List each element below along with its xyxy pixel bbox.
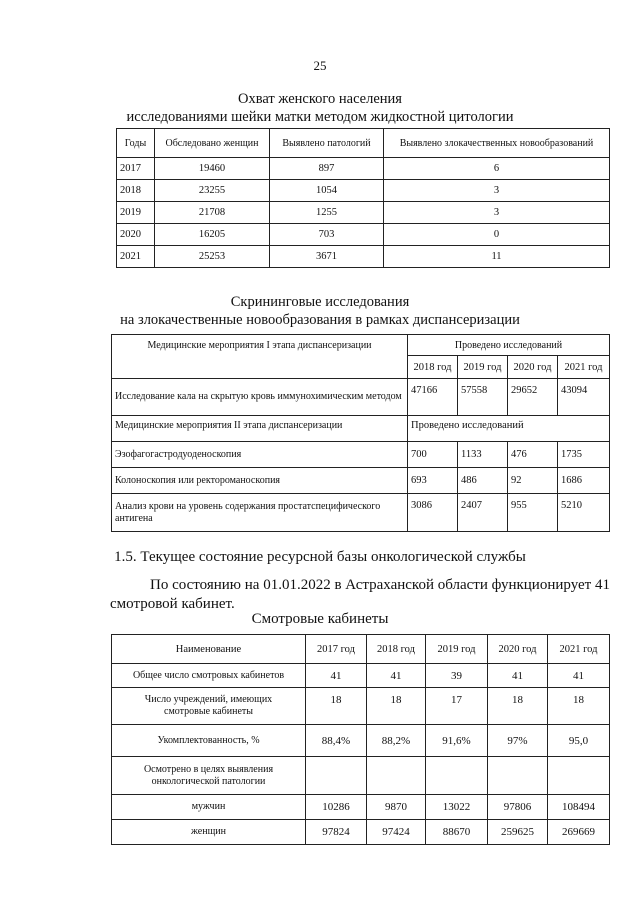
table-cell: 3	[384, 202, 610, 224]
table-cell: 91,6%	[426, 725, 488, 757]
column-header: 2017 год	[306, 635, 367, 664]
screening-table	[111, 334, 610, 532]
table-cell: 2019	[117, 202, 155, 224]
table-row	[112, 757, 610, 795]
table-row	[117, 202, 610, 224]
table-cell	[367, 757, 426, 795]
table-cell: 57558	[458, 379, 508, 416]
table-cell: 17	[426, 688, 488, 725]
table-cell: 1255	[270, 202, 384, 224]
column-header: 2021 год	[548, 635, 610, 664]
table-row	[112, 442, 610, 468]
table-cell: 2020	[117, 224, 155, 246]
page-number: 25	[313, 58, 327, 73]
table-cell: 1133	[458, 442, 508, 468]
year-header: 2021 год	[558, 356, 610, 379]
table-cell: 1054	[270, 180, 384, 202]
table-cell: 97806	[488, 795, 548, 820]
table-cell: 897	[270, 158, 384, 180]
table-cell	[548, 757, 610, 795]
column-header: Выявлено злокачественных новообразований	[384, 129, 610, 158]
table-cell: 97424	[367, 820, 426, 845]
table-cell: 97824	[306, 820, 367, 845]
table-cell: 2017	[117, 158, 155, 180]
table-cell: 21708	[155, 202, 270, 224]
table-cell: 25253	[155, 246, 270, 268]
stage2-header: Медицинские мероприятия II этапа диспансеризации	[112, 416, 408, 442]
row-name: Эзофагогастродуоденоскопия	[112, 442, 408, 468]
column-header: Годы	[117, 129, 155, 158]
stage2-conducted-header: Проведено исследований	[408, 416, 610, 442]
table-cell: 19460	[155, 158, 270, 180]
table1-title-line2: исследованиями шейки матки методом жидкостной цитологии	[126, 109, 514, 125]
table-cell: 88,2%	[367, 725, 426, 757]
table-cell: 29652	[508, 379, 558, 416]
row-name: Исследование кала на скрытую кровь иммунохимическим методом	[112, 379, 408, 416]
column-header: 2020 год	[488, 635, 548, 664]
table-cell: 259625	[488, 820, 548, 845]
stage2-header-row	[112, 416, 610, 442]
row-name: Колоноскопия или ректороманоскопия	[112, 468, 408, 494]
table-header-row	[112, 335, 610, 356]
table-cell: 700	[408, 442, 458, 468]
table-row	[117, 224, 610, 246]
column-header: Выявлено патологий	[270, 129, 384, 158]
table-cell: 2407	[458, 494, 508, 532]
table1-title-line1: Охват женского населения	[238, 91, 402, 107]
table-cell: 3671	[270, 246, 384, 268]
table-cell: 88670	[426, 820, 488, 845]
row-name: мужчин	[112, 795, 306, 820]
table-header-row	[117, 129, 610, 158]
table-cell: 9870	[367, 795, 426, 820]
table-row	[112, 795, 610, 820]
cytology-table	[116, 128, 610, 268]
table-cell: 3086	[408, 494, 458, 532]
table-cell: 41	[306, 664, 367, 688]
table-row	[112, 494, 610, 532]
table-cell: 955	[508, 494, 558, 532]
table-cell: 41	[488, 664, 548, 688]
column-header: 2018 год	[367, 635, 426, 664]
year-header: 2019 год	[458, 356, 508, 379]
table-header-row	[112, 635, 610, 664]
column-header: Наименование	[112, 635, 306, 664]
table-cell: 10286	[306, 795, 367, 820]
table-cell: 3	[384, 180, 610, 202]
section-heading: 1.5. Текущее состояние ресурсной базы онкологической службы	[114, 549, 526, 565]
table-cell: 5210	[558, 494, 610, 532]
conducted-header: Проведено исследований	[408, 335, 610, 356]
table-row	[112, 468, 610, 494]
year-header: 2020 год	[508, 356, 558, 379]
table-row	[112, 725, 610, 757]
table-cell: 41	[548, 664, 610, 688]
row-name: Осмотрено в целях выявления онкологической патологии	[112, 757, 306, 795]
table3-title: Смотровые кабинеты	[251, 611, 389, 627]
table-cell	[426, 757, 488, 795]
table-row	[117, 180, 610, 202]
table-cell: 6	[384, 158, 610, 180]
table-cell: 269669	[548, 820, 610, 845]
table-cell: 18	[548, 688, 610, 725]
table-row	[112, 820, 610, 845]
table-cell: 88,4%	[306, 725, 367, 757]
table-cell: 41	[367, 664, 426, 688]
row-name: женщин	[112, 820, 306, 845]
row-name: Число учреждений, имеющих смотровые кабинеты	[112, 688, 306, 725]
table-cell: 0	[384, 224, 610, 246]
column-header: Обследовано женщин	[155, 129, 270, 158]
exam-rooms-table	[111, 634, 610, 845]
table-cell: 13022	[426, 795, 488, 820]
table-row	[117, 158, 610, 180]
row-name: Укомплектованность, %	[112, 725, 306, 757]
row-name: Анализ крови на уровень содержания простатспецифического антигена	[112, 494, 408, 532]
table-cell	[306, 757, 367, 795]
table-cell: 97%	[488, 725, 548, 757]
row-name: Общее число смотровых кабинетов	[112, 664, 306, 688]
table-cell: 2018	[117, 180, 155, 202]
table-cell: 1735	[558, 442, 610, 468]
table-cell: 92	[508, 468, 558, 494]
table-cell	[488, 757, 548, 795]
table2-title-line1: Скрининговые исследования	[230, 294, 410, 310]
table-cell: 1686	[558, 468, 610, 494]
column-header: 2019 год	[426, 635, 488, 664]
section-paragraph: По состоянию на 01.01.2022 в Астраханской области функционирует 41 смотровой кабинет.	[110, 577, 610, 612]
table-cell: 486	[458, 468, 508, 494]
table-row	[112, 379, 610, 416]
table-cell: 108494	[548, 795, 610, 820]
table-cell: 693	[408, 468, 458, 494]
stage1-header: Медицинские мероприятия I этапа диспансеризации	[112, 335, 408, 379]
table-cell: 23255	[155, 180, 270, 202]
table-cell: 43094	[558, 379, 610, 416]
table-cell: 703	[270, 224, 384, 246]
year-header: 2018 год	[408, 356, 458, 379]
table-cell: 16205	[155, 224, 270, 246]
table2-title-line2: на злокачественные новообразования в рамках диспансеризации	[120, 312, 520, 328]
table-row	[117, 246, 610, 268]
table-cell: 11	[384, 246, 610, 268]
table-cell: 2021	[117, 246, 155, 268]
table-cell: 18	[488, 688, 548, 725]
table-cell: 95,0	[548, 725, 610, 757]
table-row	[112, 688, 610, 725]
table-cell: 476	[508, 442, 558, 468]
table-cell: 18	[306, 688, 367, 725]
table-row	[112, 664, 610, 688]
table-cell: 18	[367, 688, 426, 725]
table-cell: 47166	[408, 379, 458, 416]
table-cell: 39	[426, 664, 488, 688]
